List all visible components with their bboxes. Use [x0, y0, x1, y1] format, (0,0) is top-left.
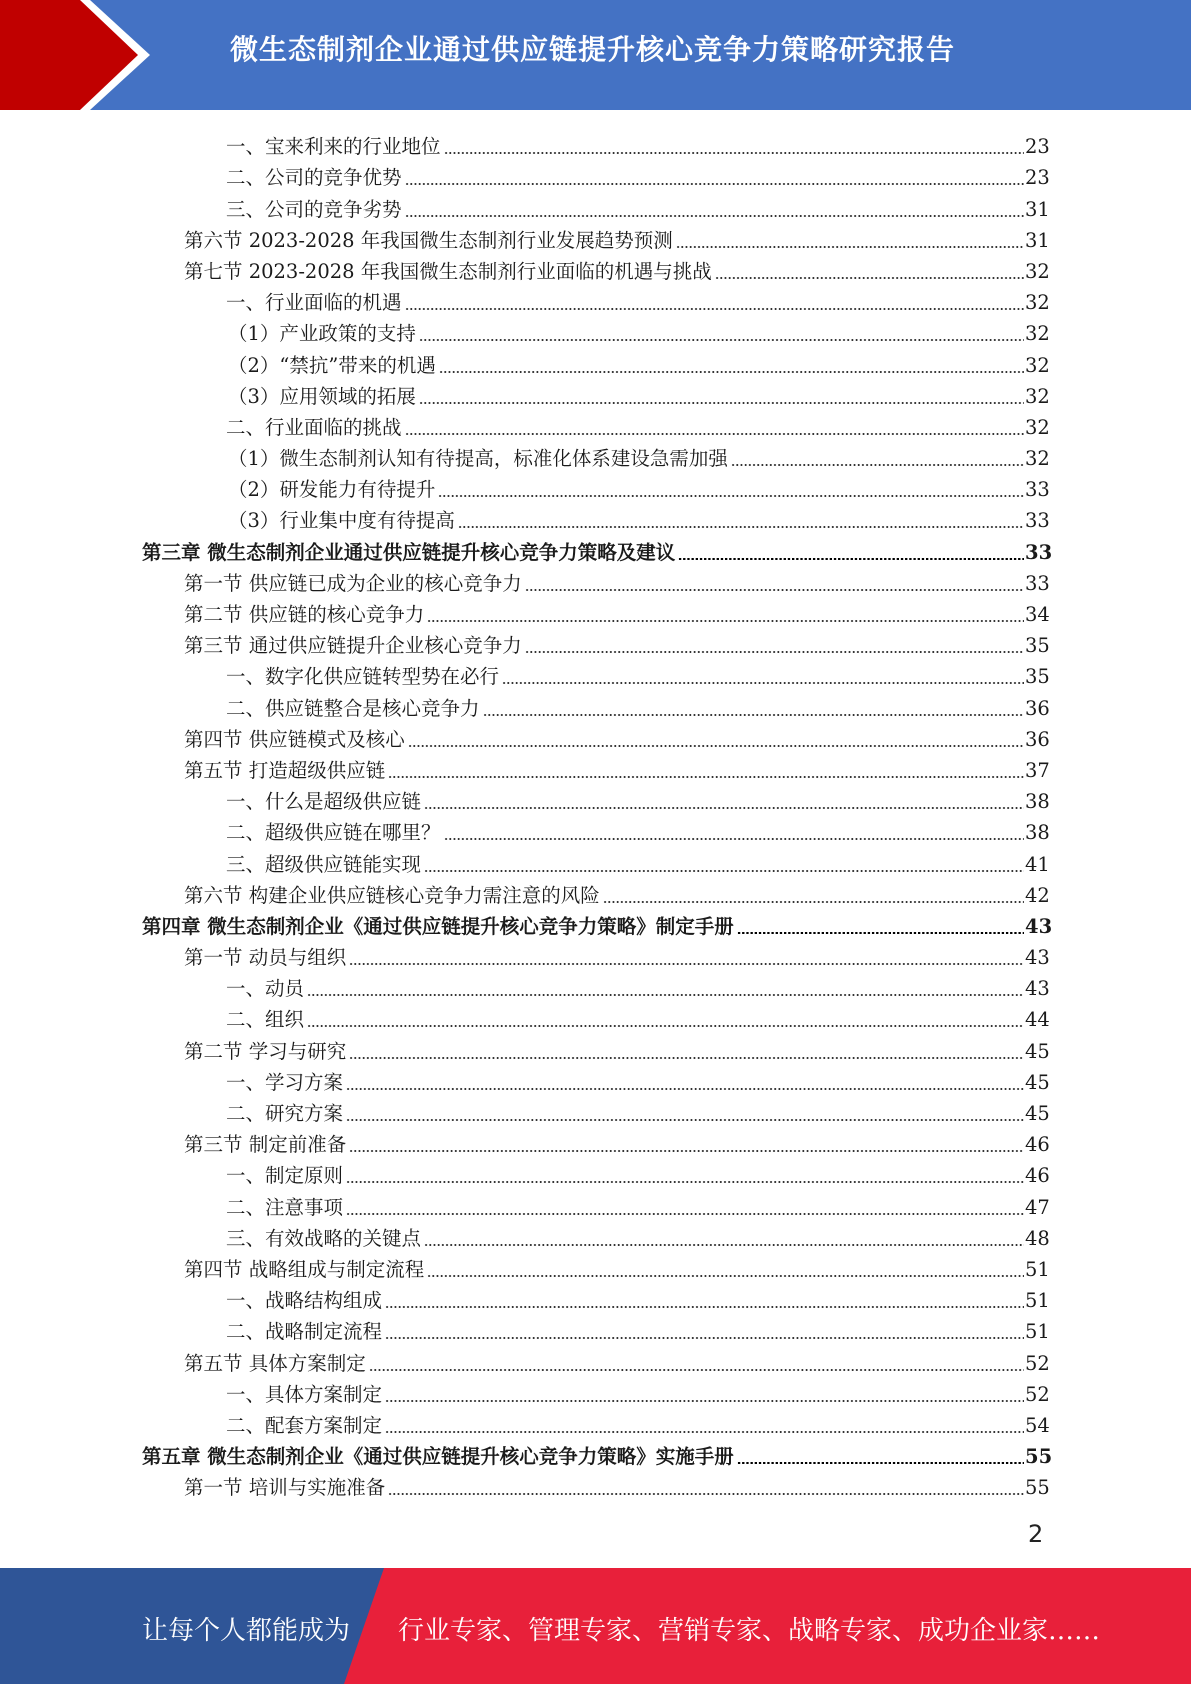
toc-entry-label: 第二节 供应链的核心竞争力 [184, 603, 425, 626]
table-of-contents [0, 128, 1191, 1500]
dot-leader [715, 277, 1024, 279]
dot-leader [444, 152, 1024, 154]
toc-entry[interactable] [0, 783, 1191, 814]
toc-entry-label: （1）微生态制剂认知有待提高，标准化体系建设急需加强 [228, 447, 728, 471]
toc-entry-page: 23 [1025, 166, 1050, 190]
dot-leader [385, 1337, 1024, 1339]
dot-leader [419, 402, 1024, 404]
toc-entry[interactable] [0, 502, 1191, 533]
toc-entry-label: 第五章 微生态制剂企业《通过供应链提升核心竞争力策略》实施手册 [142, 1445, 734, 1469]
toc-entry-label: 二、公司的竞争优势 [226, 166, 402, 190]
dot-leader [369, 1369, 1024, 1371]
toc-entry-label: 二、研究方案 [226, 1102, 344, 1125]
toc-entry-page: 33 [1025, 540, 1053, 564]
toc-entry[interactable] [0, 1095, 1191, 1126]
toc-entry-page: 43 [1025, 946, 1050, 970]
toc-entry-page: 42 [1025, 883, 1050, 907]
toc-entry-page: 47 [1025, 1195, 1050, 1219]
dot-leader [346, 1088, 1024, 1090]
toc-entry-label: 第三节 通过供应链提升企业核心竞争力 [184, 634, 522, 658]
toc-entry[interactable] [0, 845, 1191, 876]
toc-entry[interactable] [0, 627, 1191, 658]
toc-entry[interactable] [0, 409, 1191, 440]
dot-leader [427, 1275, 1024, 1277]
dot-leader [346, 1213, 1024, 1215]
toc-entry-label: 二、注意事项 [226, 1195, 344, 1219]
toc-entry-label: （2）研发能力有待提升 [228, 478, 436, 502]
toc-entry-label: 第六节 2023-2028 年我国微生态制剂行业发展趋势预测 [184, 228, 673, 252]
toc-entry-label: （2）“禁抗”带来的机遇 [228, 353, 436, 377]
dot-leader [424, 807, 1024, 809]
dot-leader [676, 246, 1024, 248]
dot-leader [405, 433, 1024, 435]
toc-entry-page: 33 [1025, 509, 1050, 533]
toc-entry-page: 43 [1025, 977, 1050, 1001]
toc-entry-page: 32 [1025, 384, 1050, 408]
toc-entry-label: 一、战略结构组成 [226, 1289, 383, 1313]
dot-leader [385, 1431, 1024, 1433]
toc-entry-page: 32 [1025, 353, 1050, 377]
footer-slogan-left: 让每个人都能成为 [142, 1616, 351, 1646]
toc-entry[interactable] [0, 315, 1191, 346]
dot-leader [405, 215, 1024, 217]
toc-entry[interactable] [0, 1313, 1191, 1344]
dot-leader [307, 994, 1024, 996]
toc-entry-page: 45 [1025, 1070, 1050, 1094]
toc-entry-page: 31 [1025, 228, 1050, 252]
toc-entry[interactable] [0, 1126, 1191, 1157]
toc-entry-page: 32 [1025, 291, 1050, 315]
toc-entry[interactable] [0, 1188, 1191, 1219]
footer-slogan-right: 行业专家、管理专家、营销专家、战略专家、成功企业家…… [398, 1616, 1101, 1646]
toc-entry-page: 43 [1025, 914, 1053, 938]
dot-leader [388, 776, 1024, 778]
toc-entry-label: 第四节 战略组成与制定流程 [184, 1257, 425, 1281]
dot-leader [307, 1025, 1024, 1027]
toc-entry-label: 三、公司的竞争劣势 [226, 197, 402, 221]
dot-leader [346, 1119, 1024, 1121]
dot-leader [419, 339, 1024, 341]
toc-entry-label: 二、组织 [226, 1008, 305, 1032]
header-red-arrow-decoration [0, 0, 150, 110]
dot-leader [385, 1400, 1024, 1402]
toc-entry-label: 三、超级供应链能实现 [226, 852, 422, 876]
toc-entry-label: 第一节 培训与实施准备 [184, 1476, 386, 1500]
page-header [0, 0, 1191, 110]
toc-entry-label: 第五节 打造超级供应链 [184, 758, 386, 782]
report-title: 微生态制剂企业通过供应链提升核心竞争力策略研究报告 [230, 33, 956, 66]
toc-entry-label: 第一节 供应链已成为企业的核心竞争力 [184, 571, 522, 595]
toc-entry[interactable] [0, 689, 1191, 720]
toc-entry[interactable] [0, 1251, 1191, 1282]
toc-entry-page: 36 [1025, 696, 1050, 720]
toc-entry-label: 一、宝来利来的行业地位 [226, 135, 441, 159]
toc-entry[interactable] [0, 752, 1191, 783]
toc-entry-page: 32 [1025, 259, 1050, 283]
toc-entry-label: 第五节 具体方案制定 [184, 1351, 366, 1375]
dot-leader [408, 745, 1024, 747]
toc-entry[interactable] [0, 721, 1191, 752]
dot-leader [731, 464, 1024, 466]
dot-leader [424, 1244, 1024, 1246]
toc-entry[interactable] [0, 471, 1191, 502]
toc-entry[interactable] [0, 1407, 1191, 1438]
toc-entry[interactable] [0, 1344, 1191, 1375]
toc-entry-label: （3）应用领域的拓展 [228, 384, 416, 408]
toc-entry-label: 二、超级供应链在哪里？ [226, 821, 441, 845]
toc-entry[interactable] [0, 1220, 1191, 1251]
toc-entry-page: 32 [1025, 415, 1050, 439]
toc-entry-page: 44 [1025, 1008, 1050, 1032]
toc-entry[interactable] [0, 939, 1191, 970]
toc-entry-page: 51 [1025, 1257, 1050, 1281]
toc-entry-page: 35 [1025, 634, 1050, 658]
toc-entry[interactable] [0, 1469, 1191, 1500]
dot-leader [385, 1306, 1024, 1308]
toc-entry-label: 第四节 供应链模式及核心 [184, 727, 405, 751]
dot-leader [603, 901, 1024, 903]
toc-entry-label: 第三章 微生态制剂企业通过供应链提升核心竞争力策略及建议 [142, 540, 676, 564]
toc-entry-page: 45 [1025, 1039, 1050, 1063]
toc-entry-page: 45 [1025, 1102, 1050, 1125]
toc-entry-label: （1）产业政策的支持 [228, 322, 416, 346]
page-number: 2 [1028, 1520, 1044, 1548]
dot-leader [525, 589, 1024, 591]
toc-entry-page: 35 [1025, 665, 1050, 689]
dot-leader [737, 1462, 1024, 1464]
toc-entry[interactable] [0, 658, 1191, 689]
page-footer [0, 1568, 1191, 1684]
toc-entry-page: 51 [1025, 1289, 1050, 1313]
toc-entry-label: 第二节 学习与研究 [184, 1039, 347, 1063]
toc-entry-page: 52 [1025, 1351, 1050, 1375]
toc-entry[interactable] [0, 1282, 1191, 1313]
dot-leader [388, 1493, 1024, 1495]
toc-entry[interactable] [0, 970, 1191, 1001]
dot-leader [349, 963, 1024, 965]
toc-entry-label: （3）行业集中度有待提高 [228, 509, 455, 533]
toc-entry[interactable] [0, 190, 1191, 221]
toc-entry[interactable] [0, 565, 1191, 596]
toc-entry[interactable] [0, 814, 1191, 845]
toc-entry-page: 46 [1025, 1164, 1050, 1188]
dot-leader [405, 183, 1024, 185]
toc-entry-page: 54 [1025, 1413, 1050, 1437]
toc-entry[interactable] [0, 346, 1191, 377]
toc-entry-label: 一、动员 [226, 977, 305, 1001]
dot-leader [427, 620, 1024, 622]
toc-entry-label: 一、行业面临的机遇 [226, 291, 402, 315]
toc-entry-page: 48 [1025, 1226, 1050, 1250]
toc-entry-label: 一、什么是超级供应链 [226, 790, 422, 814]
toc-entry[interactable] [0, 1376, 1191, 1407]
dot-leader [439, 371, 1024, 373]
toc-entry-label: 第六节 构建企业供应链核心竞争力需注意的风险 [184, 883, 600, 907]
toc-entry-page: 46 [1025, 1133, 1050, 1157]
toc-entry-page: 32 [1025, 447, 1050, 471]
toc-entry-label: 二、战略制定流程 [226, 1320, 383, 1344]
toc-entry-label: 一、制定原则 [226, 1164, 344, 1188]
toc-entry-label: 一、数字化供应链转型势在必行 [226, 665, 500, 689]
toc-entry-page: 37 [1025, 758, 1050, 782]
dot-leader [346, 1181, 1024, 1183]
dot-leader [458, 526, 1024, 528]
toc-entry[interactable] [0, 1064, 1191, 1095]
toc-entry-label: 第四章 微生态制剂企业《通过供应链提升核心竞争力策略》制定手册 [142, 914, 734, 938]
dot-leader [444, 838, 1024, 840]
dot-leader [483, 714, 1024, 716]
toc-entry-page: 33 [1025, 571, 1050, 595]
toc-entry-page: 38 [1025, 790, 1050, 814]
toc-entry[interactable] [0, 877, 1191, 908]
toc-entry-page: 41 [1025, 852, 1050, 876]
dot-leader [424, 870, 1024, 872]
toc-entry[interactable] [0, 128, 1191, 159]
dot-leader [405, 308, 1024, 310]
toc-entry-label: 第七节 2023-2028 年我国微生态制剂行业面临的机遇与挑战 [184, 259, 712, 283]
toc-entry-page: 36 [1025, 727, 1050, 751]
toc-entry-label: 一、学习方案 [226, 1070, 344, 1094]
dot-leader [502, 682, 1024, 684]
toc-entry-page: 55 [1025, 1476, 1050, 1500]
dot-leader [525, 651, 1024, 653]
dot-leader [349, 1150, 1024, 1152]
toc-entry[interactable] [0, 1001, 1191, 1032]
dot-leader [438, 495, 1024, 497]
toc-entry-page: 55 [1025, 1445, 1053, 1469]
toc-entry-label: 第三节 制定前准备 [184, 1133, 347, 1157]
toc-entry[interactable] [0, 440, 1191, 471]
toc-entry-label: 二、行业面临的挑战 [226, 415, 402, 439]
dot-leader [349, 1057, 1024, 1059]
toc-entry-label: 三、有效战略的关键点 [226, 1226, 422, 1250]
toc-entry-label: 一、具体方案制定 [226, 1382, 383, 1406]
toc-entry-label: 二、供应链整合是核心竞争力 [226, 696, 480, 720]
toc-entry-page: 34 [1025, 603, 1050, 626]
toc-entry-page: 23 [1025, 135, 1050, 159]
toc-entry[interactable] [0, 222, 1191, 253]
toc-entry[interactable] [0, 378, 1191, 409]
toc-entry-page: 33 [1025, 478, 1050, 502]
dot-leader [678, 558, 1024, 560]
toc-entry-page: 31 [1025, 197, 1050, 221]
toc-entry-page: 38 [1025, 821, 1050, 845]
toc-entry[interactable] [0, 1157, 1191, 1188]
toc-entry-label: 二、配套方案制定 [226, 1413, 383, 1437]
toc-entry[interactable] [0, 284, 1191, 315]
toc-entry[interactable] [0, 1438, 1191, 1469]
toc-entry[interactable] [0, 253, 1191, 284]
toc-entry-page: 52 [1025, 1382, 1050, 1406]
toc-entry-label: 第一节 动员与组织 [184, 946, 347, 970]
toc-entry[interactable] [0, 159, 1191, 190]
toc-entry-page: 51 [1025, 1320, 1050, 1344]
toc-entry[interactable] [0, 908, 1191, 939]
toc-entry[interactable] [0, 596, 1191, 627]
toc-entry[interactable] [0, 533, 1191, 564]
dot-leader [737, 932, 1024, 934]
toc-entry-page: 32 [1025, 322, 1050, 346]
toc-entry[interactable] [0, 1032, 1191, 1063]
